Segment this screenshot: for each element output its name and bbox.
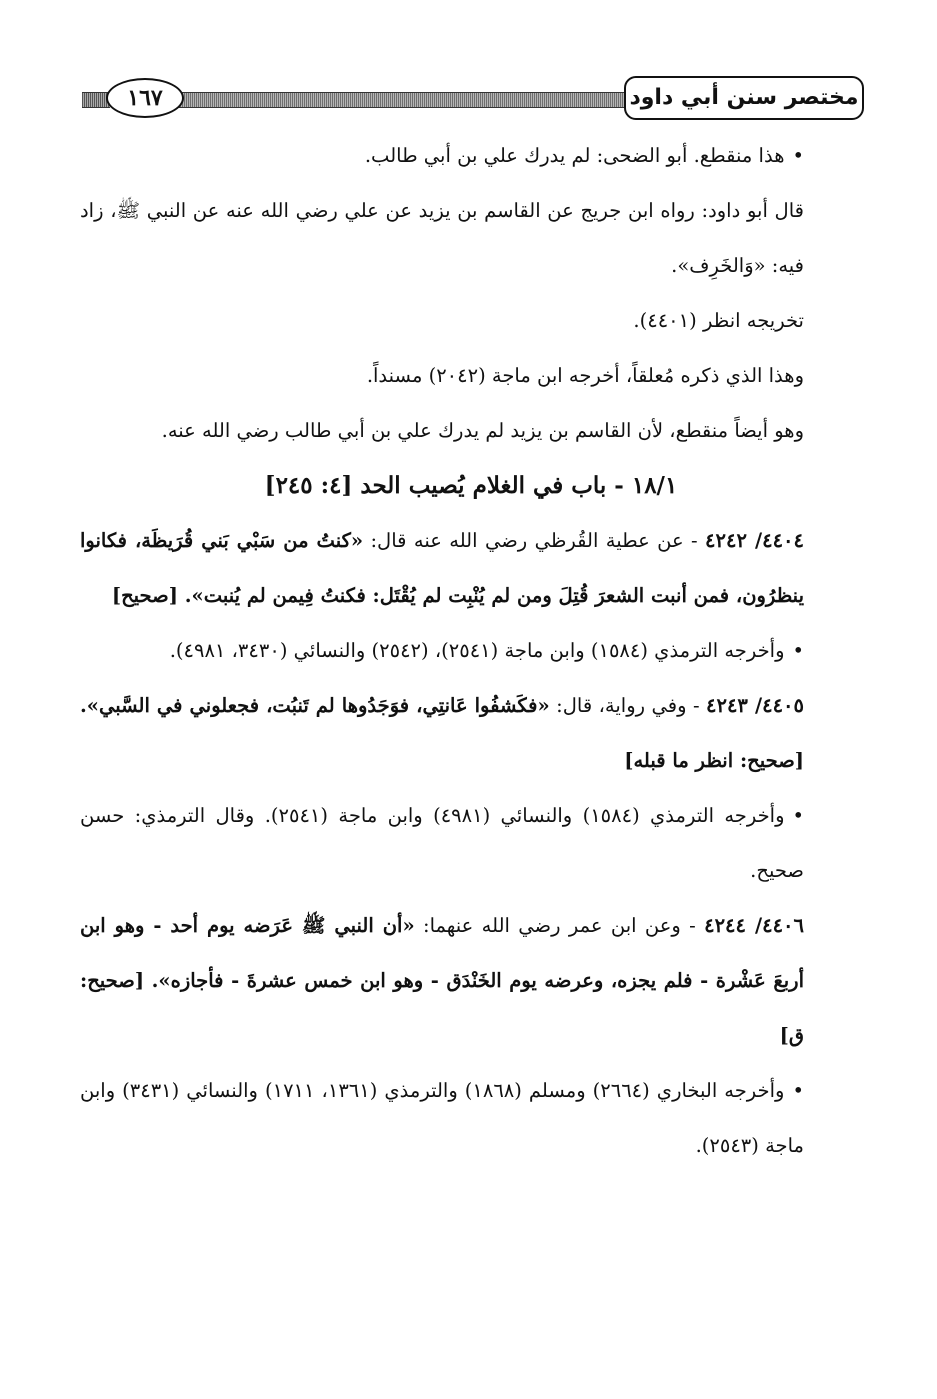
takhrij-reference: تخريجه انظر (٤٤٠١). — [633, 309, 804, 332]
munqati-note: وهو أيضاً منقطع، لأن القاسم بن يزيد لم يدرك علي بن أبي طالب رضي الله عنه. — [161, 419, 804, 442]
chapter-heading: ١٨/١ - باب في الغلام يُصيب الحد [٤: ٢٤٥] — [264, 472, 678, 499]
hadith-4406 — [80, 898, 862, 1063]
takhrij-4404 — [80, 623, 862, 678]
bullet-icon: • — [792, 1079, 804, 1102]
abu-dawud-comment: قال أبو داود: رواه ابن جريج عن القاسم بن يزيد عن علي رضي الله عنه عن النبي ﷺ، زاد فيه: «وَالخَرِف». — [80, 199, 804, 277]
hadith-text: «كنتُ من سَبْي بَني قُرَيظَة، فكانوا ينظرُون، فمن أنبت الشعرَ قُتِلَ ومن لم يُنْبِت لم يُقْتَل: فكنتُ فِيمن لم يُنبت». [صحيح] — [80, 529, 804, 607]
bullet-icon: • — [792, 144, 804, 167]
hadith-text: «فكَشفُوا عَانتِي، فوَجَدُوها لم تَنبُت، فجعلوني في السَّبي». [صحيح: انظر ما قبله] — [80, 694, 804, 772]
hadith-intro: - عن عطية القُرظي رضي الله عنه قال: — [363, 529, 706, 552]
takhrij-text: وأخرجه الترمذي (١٥٨٤) وابن ماجة (٢٥٤١)، (٢٥٤٢) والنسائي (٣٤٣٠، ٤٩٨١). — [169, 639, 785, 662]
page-header — [82, 74, 864, 126]
hadith-4404 — [80, 513, 862, 623]
header-rule — [112, 92, 624, 108]
hadith-text: «أن النبي ﷺ عَرَضه يوم أحد - وهو ابن أربعَ عَشْرة - فلم يجزه، وعرضه يوم الخَنْدَق - وهو ابن خمس عشرةَ - فأجازه». [صحيح: ق] — [80, 914, 804, 1047]
takhrij-text: وأخرجه الترمذي (١٥٨٤) والنسائي (٤٩٨١) وابن ماجة (٢٥٤١). وقال الترمذي: حسن صحيح. — [80, 804, 804, 882]
book-title: مختصر سنن أبي داود — [624, 76, 864, 120]
hadith-number: ٤٤٠٥/ ٤٢٤٣ — [706, 694, 804, 717]
note-text: هذا منقطع. أبو الضحى: لم يدرك علي بن أبي طالب. — [364, 144, 785, 167]
takhrij-4406 — [80, 1063, 862, 1173]
takhrij-text: وأخرجه البخاري (٢٦٦٤) ومسلم (١٨٦٨) والترمذي (١٣٦١، ١٧١١) والنسائي (٣٤٣١) وابن ماجة (٢٥٤٣). — [80, 1079, 804, 1157]
bullet-icon: • — [792, 639, 804, 662]
page-content — [80, 128, 862, 1173]
hadith-number: ٤٤٠٦/ ٤٢٤٤ — [704, 914, 804, 937]
muallaq-note: وهذا الذي ذكره مُعلقاً، أخرجه ابن ماجة (٢٠٤٢) مسنداً. — [366, 364, 804, 387]
hadith-number: ٤٤٠٤/ ٤٢٤٢ — [705, 529, 804, 552]
hadith-intro: - وعن ابن عمر رضي الله عنهما: — [414, 914, 705, 937]
takhrij-4405 — [80, 788, 862, 898]
hadith-intro: - وفي رواية، قال: — [549, 694, 706, 717]
note-paragraph — [80, 128, 862, 183]
page-number: ١٦٧ — [106, 78, 184, 118]
bullet-icon: • — [792, 804, 805, 827]
hadith-4405 — [80, 678, 862, 788]
